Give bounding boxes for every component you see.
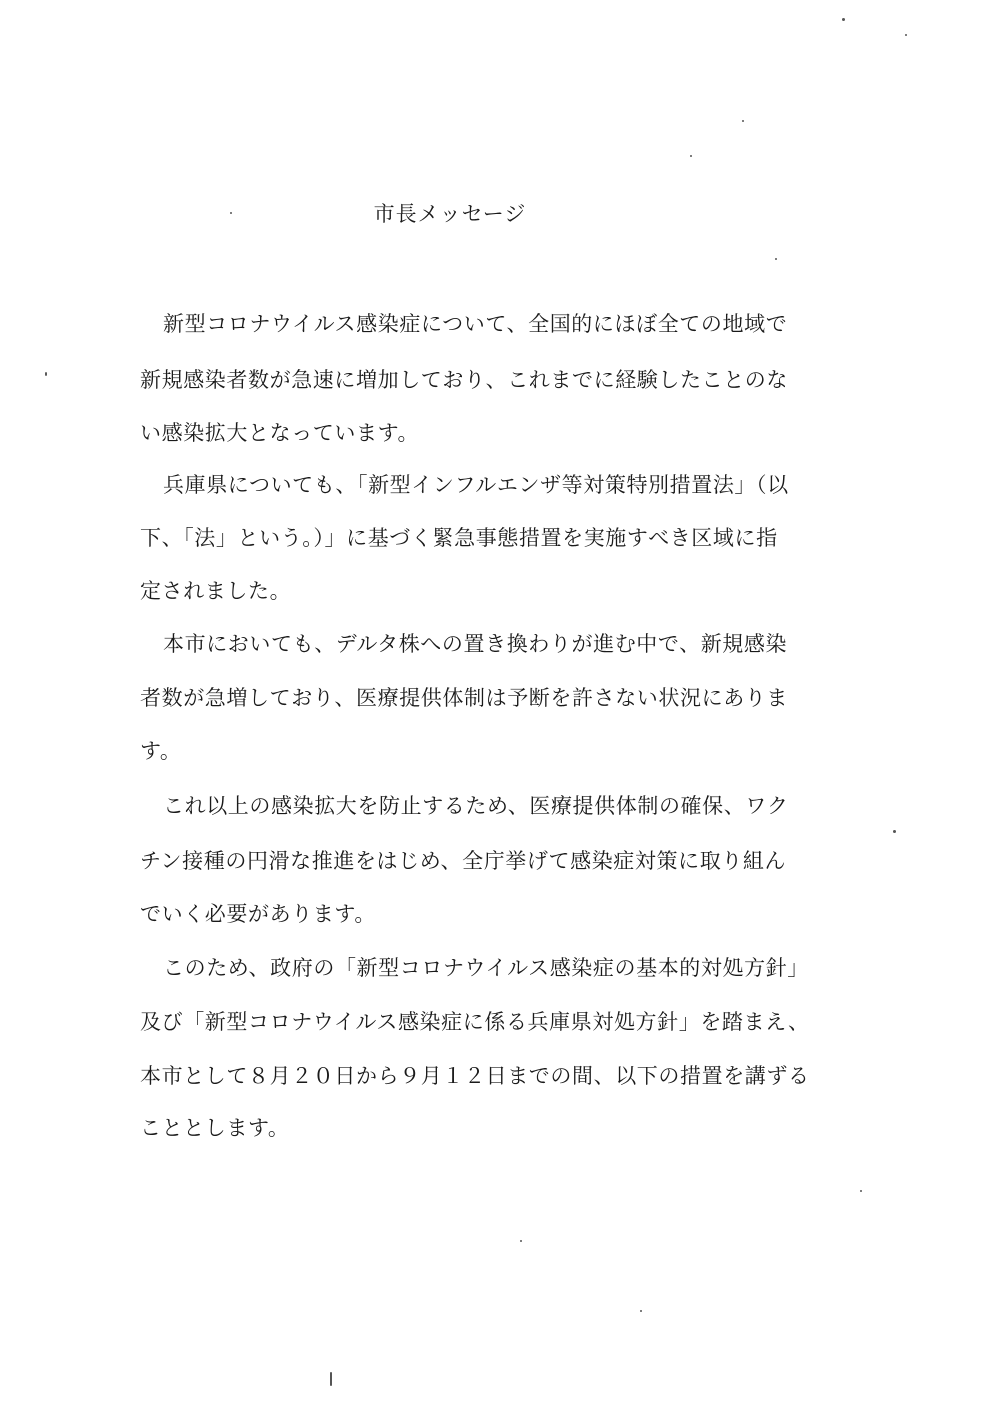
scan-speck — [893, 830, 896, 833]
scan-speck — [905, 34, 907, 36]
scan-speck — [860, 1190, 862, 1192]
body-line: 及び「新型コロナウイルス感染症に係る兵庫県対処方針」を踏まえ、 — [140, 1010, 810, 1034]
scan-speck — [775, 258, 777, 260]
body-line: 新規感染者数が急速に増加しており、これまでに経験したことのな — [140, 368, 788, 392]
scan-speck — [842, 18, 845, 21]
body-line: 本市として８月２０日から９月１２日までの間、以下の措置を講ずる — [140, 1064, 810, 1088]
scan-speck — [742, 120, 744, 122]
body-line: い感染拡大となっています。 — [140, 421, 420, 445]
scan-speck — [640, 1310, 642, 1312]
scan-speck — [230, 212, 232, 214]
body-line: 新型コロナウイルス感染症について、全国的にほぼ全ての地域で — [163, 312, 788, 336]
body-line: 定されました。 — [140, 579, 292, 603]
scan-speck — [45, 372, 47, 376]
body-line: チン接種の円滑な推進をはじめ、全庁挙げて感染症対策に取り組ん — [140, 849, 787, 873]
body-line: 者数が急増しており、医療提供体制は予断を許さない状況にありま — [140, 686, 788, 710]
body-line: でいく必要があります。 — [140, 902, 376, 926]
body-line: これ以上の感染拡大を防止するため、医療提供体制の確保、ワク — [163, 794, 789, 818]
scan-speck — [520, 1240, 522, 1242]
body-line: このため、政府の「新型コロナウイルス感染症の基本的対処方針」 — [163, 956, 809, 980]
body-line: 兵庫県についても、「新型インフルエンザ等対策特別措置法」（以 — [163, 473, 789, 497]
scan-speck — [330, 1372, 332, 1386]
body-line: す。 — [140, 739, 182, 763]
document-title: 市長メッセージ — [373, 202, 527, 226]
body-line: こととします。 — [140, 1116, 290, 1140]
body-line: 下、「法」という。）」に基づく緊急事態措置を実施すべき区域に指 — [140, 526, 778, 550]
scan-speck — [690, 155, 692, 157]
body-line: 本市においても、デルタ株への置き換わりが進む中で、新規感染 — [163, 632, 788, 656]
